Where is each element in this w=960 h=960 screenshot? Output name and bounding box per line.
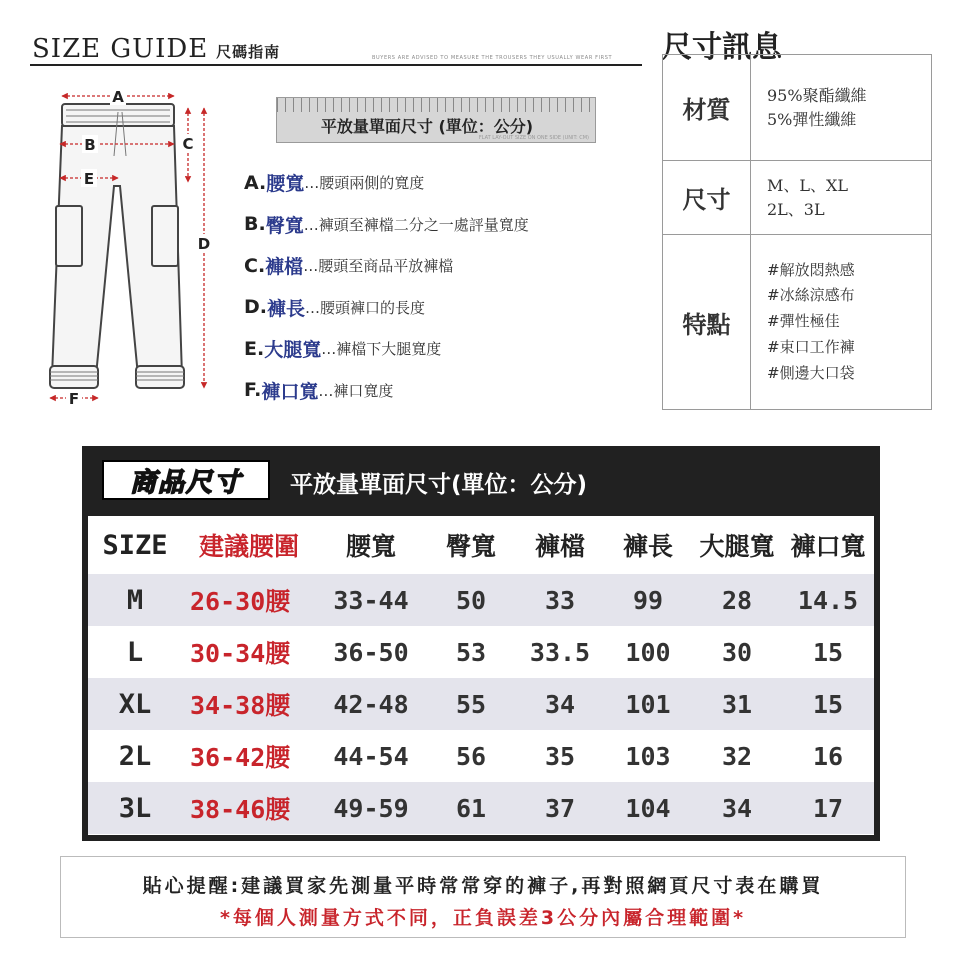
cell-size: XL <box>88 678 182 730</box>
cell-length: 103 <box>604 730 692 782</box>
col-header-hip-width: 臀寬 <box>445 532 496 561</box>
measure-name: 臀寬 <box>265 214 304 237</box>
diagram-label-d: D <box>197 235 211 253</box>
cell-size: 3L <box>88 782 182 834</box>
info-label: 材質 <box>663 55 751 160</box>
col-header-size: SIZE <box>102 529 168 561</box>
measure-letter: A. <box>244 171 267 194</box>
measure-item <box>244 370 664 412</box>
cell-thigh-width: 31 <box>692 678 782 730</box>
size-guide-subtitle: 尺碼指南 <box>216 43 281 61</box>
col-header-hem-width: 褲口寬 <box>790 532 866 561</box>
info-label: 特點 <box>663 235 751 409</box>
cell-length: 100 <box>604 626 692 678</box>
measure-item <box>244 287 664 329</box>
ruler-label: 平放量單面尺寸 (單位：公分) <box>320 117 534 136</box>
table-row <box>88 574 874 626</box>
measure-letter: E. <box>244 337 265 360</box>
cell-rise: 33 <box>516 574 604 626</box>
info-value-line: 2L、3L <box>767 199 825 219</box>
measure-name: 褲檔 <box>265 256 304 279</box>
ruler-ticks <box>277 98 595 112</box>
info-value <box>767 161 848 234</box>
pants-diagram <box>30 76 230 416</box>
size-table <box>88 516 874 834</box>
info-row-size <box>663 161 931 235</box>
measure-name: 褲口寬 <box>261 380 319 403</box>
measure-letter: B. <box>244 213 266 236</box>
measure-desc: …腰頭褲口的長度 <box>305 298 426 317</box>
cell-hem-width: 17 <box>782 782 874 834</box>
size-chart-title: 平放量單面尺寸(單位：公分) <box>290 472 588 498</box>
cell-waist-width: 49-59 <box>316 782 426 834</box>
ruler-banner <box>276 97 596 143</box>
col-header-recommended-waist: 建議腰圍 <box>198 532 299 561</box>
measure-item <box>244 204 664 246</box>
cell-hem-width: 15 <box>782 678 874 730</box>
cell-hip-width: 56 <box>426 730 516 782</box>
diagram-label-a: A <box>112 88 124 106</box>
measure-letter: D. <box>244 296 267 319</box>
size-chart <box>82 446 880 841</box>
cell-hem-width: 14.5 <box>782 574 874 626</box>
size-chart-body <box>88 516 874 835</box>
cell-thigh-width: 34 <box>692 782 782 834</box>
diagram-label-c: C <box>182 135 194 153</box>
feature-tag: #束口工作褲 <box>767 337 855 356</box>
col-header-thigh-width: 大腿寬 <box>699 532 775 561</box>
cell-thigh-width: 30 <box>692 626 782 678</box>
ruler-note: FLAT LAY-OUT SIZE ON ONE SIDE (UNIT: CM) <box>478 135 589 141</box>
info-value-line: 95%聚酯纖維 <box>767 86 867 106</box>
cell-waist-width: 36-50 <box>316 626 426 678</box>
info-table <box>662 54 932 410</box>
cell-rise: 34 <box>516 678 604 730</box>
cell-rise: 35 <box>516 730 604 782</box>
measure-legend <box>244 162 664 411</box>
cell-size: M <box>88 574 182 626</box>
cell-hip-width: 61 <box>426 782 516 834</box>
diagram-label-f: F <box>68 390 80 408</box>
measure-desc: …腰頭至商品平放褲檔 <box>303 257 454 276</box>
cell-recommended-waist: 38-46腰 <box>182 782 316 834</box>
measure-desc: …腰頭兩側的寬度 <box>304 174 425 193</box>
col-header-rise: 褲檔 <box>534 532 585 561</box>
cell-recommended-waist: 30-34腰 <box>182 626 316 678</box>
size-guide-title <box>32 34 280 64</box>
notice-tolerance: *每個人測量方式不同，正負誤差3公分內屬合理範圍* <box>219 907 747 929</box>
title-divider <box>30 64 642 66</box>
measure-item <box>244 328 664 370</box>
cell-rise: 33.5 <box>516 626 604 678</box>
title-note: BUYERS ARE ADVISED TO MEASURE THE TROUSERS THEY USUALLY WEAR FIRST <box>372 55 613 61</box>
size-chart-badge-text: 商品尺寸 <box>129 467 242 498</box>
feature-tag: #彈性極佳 <box>767 312 840 331</box>
feature-tag: #冰絲涼感布 <box>767 286 855 305</box>
measure-desc: …褲頭至褲檔二分之一處評量寬度 <box>303 215 529 234</box>
info-value <box>767 55 867 160</box>
table-row <box>88 678 874 730</box>
measure-name: 腰寬 <box>266 173 305 196</box>
cell-recommended-waist: 26-30腰 <box>182 574 316 626</box>
cell-hip-width: 50 <box>426 574 516 626</box>
table-row <box>88 782 874 834</box>
measure-desc: …褲檔下大腿寬度 <box>321 340 442 359</box>
measure-item <box>244 162 664 204</box>
size-chart-badge <box>102 460 270 500</box>
cell-waist-width: 33-44 <box>316 574 426 626</box>
cell-hem-width: 16 <box>782 730 874 782</box>
measure-name: 大腿寬 <box>264 339 322 362</box>
cell-thigh-width: 32 <box>692 730 782 782</box>
cell-length: 99 <box>604 574 692 626</box>
info-value-line: M、L、XL <box>767 176 849 196</box>
col-header-length: 褲長 <box>622 532 673 561</box>
measure-letter: C. <box>244 254 266 277</box>
measure-desc: …褲口寬度 <box>318 381 394 400</box>
info-title: 尺寸訊息 <box>662 30 782 65</box>
notice-box <box>60 856 906 938</box>
table-row <box>88 730 874 782</box>
cell-rise: 37 <box>516 782 604 834</box>
cell-hip-width: 53 <box>426 626 516 678</box>
info-row-material <box>663 55 931 161</box>
feature-tag: #側邊大口袋 <box>767 363 855 382</box>
cell-thigh-width: 28 <box>692 574 782 626</box>
cell-recommended-waist: 34-38腰 <box>182 678 316 730</box>
table-row <box>88 626 874 678</box>
measure-name: 褲長 <box>267 297 306 320</box>
info-label: 尺寸 <box>663 161 751 234</box>
measure-letter: F. <box>244 379 262 402</box>
info-value <box>767 235 855 409</box>
cell-hem-width: 15 <box>782 626 874 678</box>
cell-recommended-waist: 36-42腰 <box>182 730 316 782</box>
diagram-label-e: E <box>83 170 95 188</box>
size-guide-title-text: SIZE GUIDE <box>32 34 209 64</box>
cell-size: L <box>88 626 182 678</box>
measure-item <box>244 245 664 287</box>
diagram-label-b: B <box>84 136 96 154</box>
notice-reminder: 貼心提醒:建議買家先測量平時常常穿的褲子,再對照網頁尺寸表在購買 <box>142 875 824 897</box>
cell-size: 2L <box>88 730 182 782</box>
cell-length: 101 <box>604 678 692 730</box>
cell-length: 104 <box>604 782 692 834</box>
cell-waist-width: 42-48 <box>316 678 426 730</box>
size-table-header-row <box>88 516 874 574</box>
feature-tag: #解放悶熱感 <box>767 260 855 279</box>
col-header-waist-width: 腰寬 <box>345 532 396 561</box>
cell-hip-width: 55 <box>426 678 516 730</box>
size-chart-header <box>82 446 880 516</box>
cell-waist-width: 44-54 <box>316 730 426 782</box>
info-value-line: 5%彈性纖維 <box>767 109 857 129</box>
info-row-features <box>663 235 931 409</box>
